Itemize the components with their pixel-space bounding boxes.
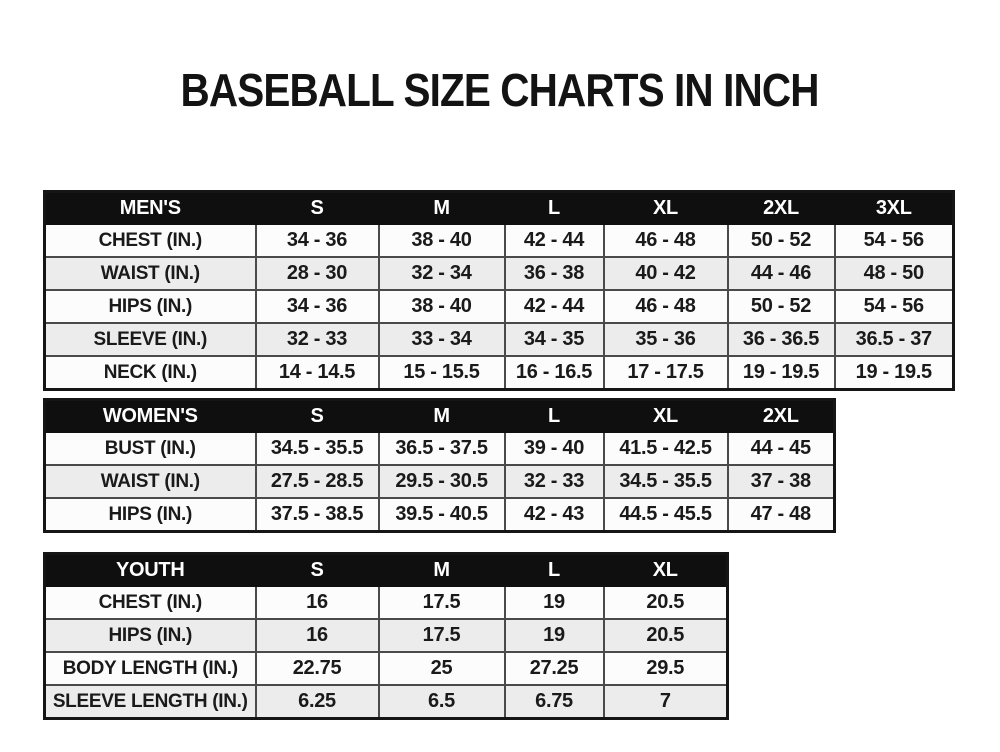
row-label: CHEST (IN.): [45, 586, 256, 619]
size-value-cell: 36.5 - 37.5: [379, 432, 505, 465]
size-value-cell: 16: [256, 586, 379, 619]
mens-table-row: [45, 290, 954, 323]
womens-table-row: [45, 465, 835, 498]
size-value-cell: 38 - 40: [379, 224, 505, 257]
row-label: BUST (IN.): [45, 432, 256, 465]
size-value-cell: 36 - 36.5: [728, 323, 835, 356]
womens-column-header: M: [379, 400, 505, 433]
size-value-cell: 34 - 36: [256, 290, 379, 323]
size-value-cell: 14 - 14.5: [256, 356, 379, 390]
mens-size-table-grid: [43, 190, 955, 391]
row-label: SLEEVE LENGTH (IN.): [45, 685, 256, 719]
size-value-cell: 39.5 - 40.5: [379, 498, 505, 532]
mens-column-header: 3XL: [835, 192, 954, 225]
size-value-cell: 54 - 56: [835, 224, 954, 257]
size-value-cell: 44 - 46: [728, 257, 835, 290]
size-value-cell: 46 - 48: [604, 224, 728, 257]
youth-table-row: [45, 586, 728, 619]
size-value-cell: 6.25: [256, 685, 379, 719]
size-value-cell: 22.75: [256, 652, 379, 685]
size-value-cell: 33 - 34: [379, 323, 505, 356]
size-value-cell: 34.5 - 35.5: [604, 465, 728, 498]
youth-table-title: YOUTH: [45, 554, 256, 587]
size-value-cell: 17.5: [379, 619, 505, 652]
mens-column-header: L: [505, 192, 604, 225]
size-value-cell: 19: [505, 619, 604, 652]
size-value-cell: 50 - 52: [728, 224, 835, 257]
mens-header-row: [45, 192, 954, 225]
womens-table-row: [45, 432, 835, 465]
row-label: HIPS (IN.): [45, 290, 256, 323]
mens-column-header: XL: [604, 192, 728, 225]
youth-table-row: [45, 619, 728, 652]
mens-table-row: [45, 257, 954, 290]
youth-size-table: [43, 552, 729, 720]
size-value-cell: 36.5 - 37: [835, 323, 954, 356]
mens-column-header: M: [379, 192, 505, 225]
size-value-cell: 32 - 33: [256, 323, 379, 356]
row-label: NECK (IN.): [45, 356, 256, 390]
row-label: WAIST (IN.): [45, 465, 256, 498]
youth-column-header: S: [256, 554, 379, 587]
mens-table-row: [45, 323, 954, 356]
size-value-cell: 44.5 - 45.5: [604, 498, 728, 532]
womens-table-title: WOMEN'S: [45, 400, 256, 433]
size-value-cell: 36 - 38: [505, 257, 604, 290]
mens-column-header: S: [256, 192, 379, 225]
size-value-cell: 19 - 19.5: [835, 356, 954, 390]
youth-column-header: L: [505, 554, 604, 587]
size-value-cell: 20.5: [604, 586, 728, 619]
size-value-cell: 39 - 40: [505, 432, 604, 465]
womens-column-header: XL: [604, 400, 728, 433]
size-value-cell: 19: [505, 586, 604, 619]
size-value-cell: 34 - 36: [256, 224, 379, 257]
size-value-cell: 48 - 50: [835, 257, 954, 290]
size-value-cell: 6.75: [505, 685, 604, 719]
size-value-cell: 40 - 42: [604, 257, 728, 290]
womens-size-table: [43, 398, 836, 533]
page-title-text: BASEBALL SIZE CHARTS IN INCH: [180, 64, 820, 116]
size-value-cell: 42 - 43: [505, 498, 604, 532]
mens-table-row: [45, 224, 954, 257]
size-value-cell: 27.25: [505, 652, 604, 685]
womens-header-row: [45, 400, 835, 433]
size-value-cell: 25: [379, 652, 505, 685]
youth-table-row: [45, 685, 728, 719]
row-label: HIPS (IN.): [45, 498, 256, 532]
size-value-cell: 41.5 - 42.5: [604, 432, 728, 465]
size-value-cell: 50 - 52: [728, 290, 835, 323]
size-value-cell: 16 - 16.5: [505, 356, 604, 390]
size-value-cell: 37 - 38: [728, 465, 835, 498]
size-value-cell: 29.5 - 30.5: [379, 465, 505, 498]
size-value-cell: 20.5: [604, 619, 728, 652]
womens-size-table-grid: [43, 398, 836, 533]
youth-column-header: M: [379, 554, 505, 587]
size-value-cell: 15 - 15.5: [379, 356, 505, 390]
mens-size-table: [43, 190, 955, 391]
youth-table-row: [45, 652, 728, 685]
size-value-cell: 46 - 48: [604, 290, 728, 323]
size-value-cell: 42 - 44: [505, 224, 604, 257]
mens-column-header: 2XL: [728, 192, 835, 225]
row-label: SLEEVE (IN.): [45, 323, 256, 356]
womens-column-header: L: [505, 400, 604, 433]
size-value-cell: 32 - 33: [505, 465, 604, 498]
row-label: WAIST (IN.): [45, 257, 256, 290]
womens-table-row: [45, 498, 835, 532]
size-value-cell: 17 - 17.5: [604, 356, 728, 390]
mens-table-title: MEN'S: [45, 192, 256, 225]
size-value-cell: 35 - 36: [604, 323, 728, 356]
size-value-cell: 42 - 44: [505, 290, 604, 323]
womens-column-header: 2XL: [728, 400, 835, 433]
size-value-cell: 44 - 45: [728, 432, 835, 465]
row-label: CHEST (IN.): [45, 224, 256, 257]
youth-column-header: XL: [604, 554, 728, 587]
size-value-cell: 37.5 - 38.5: [256, 498, 379, 532]
size-value-cell: 28 - 30: [256, 257, 379, 290]
size-value-cell: 54 - 56: [835, 290, 954, 323]
size-value-cell: 17.5: [379, 586, 505, 619]
size-value-cell: 34.5 - 35.5: [256, 432, 379, 465]
size-value-cell: 32 - 34: [379, 257, 505, 290]
size-value-cell: 19 - 19.5: [728, 356, 835, 390]
mens-table-row: [45, 356, 954, 390]
size-value-cell: 38 - 40: [379, 290, 505, 323]
youth-size-table-grid: [43, 552, 729, 720]
size-value-cell: 47 - 48: [728, 498, 835, 532]
row-label: BODY LENGTH (IN.): [45, 652, 256, 685]
row-label: HIPS (IN.): [45, 619, 256, 652]
size-value-cell: 29.5: [604, 652, 728, 685]
womens-column-header: S: [256, 400, 379, 433]
youth-header-row: [45, 554, 728, 587]
size-value-cell: 27.5 - 28.5: [256, 465, 379, 498]
size-value-cell: 16: [256, 619, 379, 652]
size-value-cell: 34 - 35: [505, 323, 604, 356]
size-value-cell: 7: [604, 685, 728, 719]
size-value-cell: 6.5: [379, 685, 505, 719]
